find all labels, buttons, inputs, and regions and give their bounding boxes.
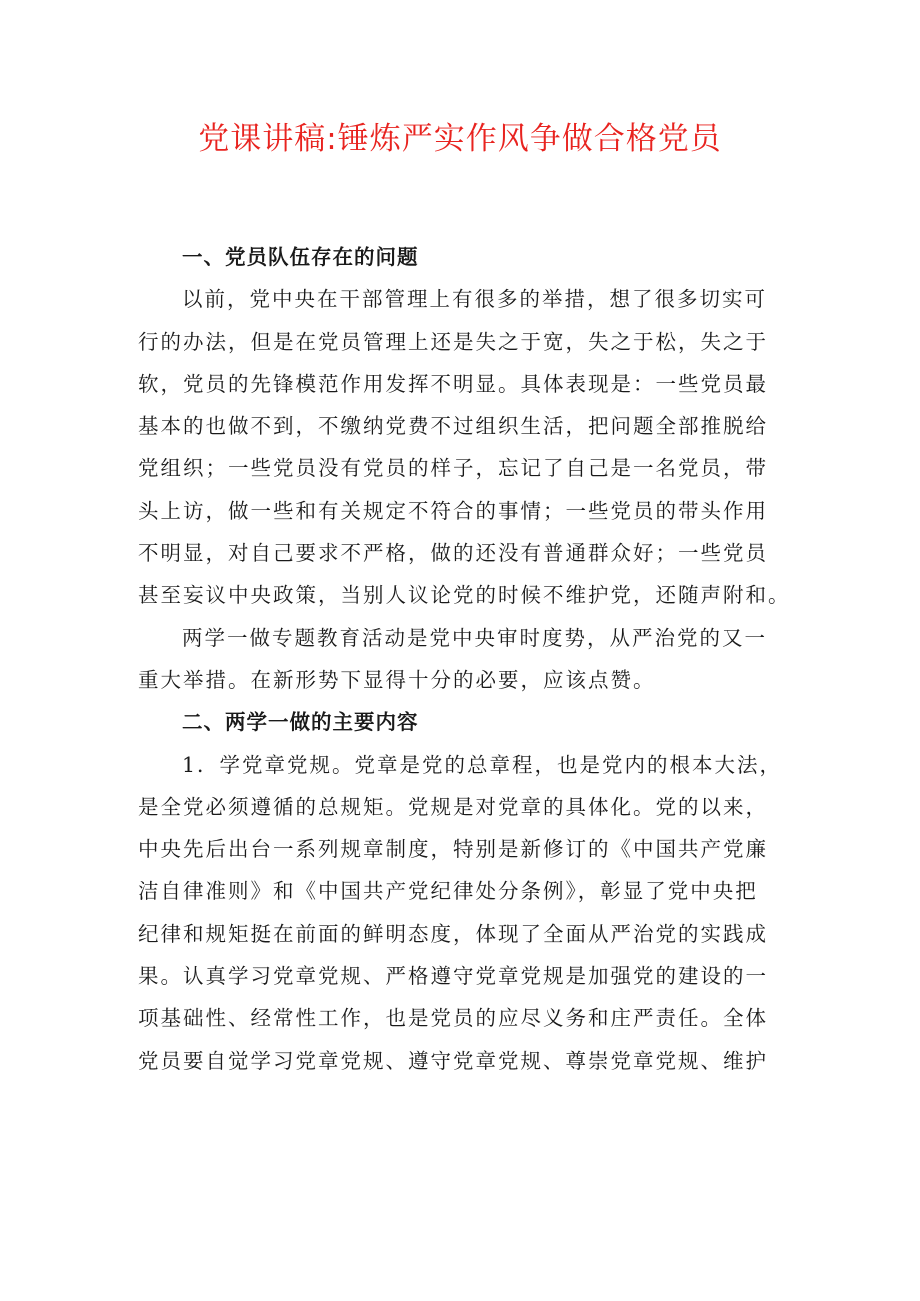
paragraph-line: 党组织；一些党员没有党员的样子，忘记了自己是一名党员，带 xyxy=(138,456,768,481)
paragraph-line: 不明显，对自己要求不严格，做的还没有普通群众好；一些党员 xyxy=(138,541,768,566)
paragraph-line: 党员要自觉学习党章党规、遵守党章党规、尊崇党章党规、维护 xyxy=(138,1048,768,1073)
paragraph-line: 头上访，做一些和有关规定不符合的事情；一些党员的带头作用 xyxy=(138,498,768,523)
paragraph-line: 以前，党中央在干部管理上有很多的举措，想了很多切实可 xyxy=(182,287,767,312)
paragraph-line: 1．学党章党规。党章是党的总章程，也是党内的根本大法， xyxy=(182,752,783,777)
document-title: 党课讲稿:锤炼严实作风争做合格党员 xyxy=(198,121,722,157)
paragraph-line: 中央先后出台一系列规章制度，特别是新修订的《中国共产党廉 xyxy=(138,837,768,862)
section xyxy=(138,701,788,1082)
paragraph-line: 甚至妄议中央政策，当别人议论党的时候不维护党，还随声附和。 xyxy=(138,583,791,608)
paragraph-line: 是全党必须遵循的总规矩。党规是对党章的具体化。党的以来， xyxy=(138,794,768,819)
paragraph-line: 果。认真学习党章党规、严格遵守党章党规是加强党的建设的一 xyxy=(138,964,768,989)
paragraph-line: 软，党员的先锋模范作用发挥不明显。具体表现是：一些党员最 xyxy=(138,371,768,396)
paragraph xyxy=(138,617,788,702)
section-heading: 二、两学一做的主要内容 xyxy=(182,710,419,735)
paragraph-line: 纪律和规矩挺在前面的鲜明态度，体现了全面从严治党的实践成 xyxy=(138,921,768,946)
paragraph xyxy=(138,278,791,616)
paragraph-line: 项基础性、经常性工作，也是党员的应尽义务和庄严责任。全体 xyxy=(138,1006,768,1031)
paragraph-line: 重大举措。在新形势下显得十分的必要，应该点赞。 xyxy=(138,667,656,692)
paragraph-line: 基本的也做不到，不缴纳党费不过组织生活，把问题全部推脱给 xyxy=(138,414,768,439)
paragraph-line: 两学一做专题教育活动是党中央审时度势，从严治党的又一 xyxy=(182,625,767,650)
section xyxy=(138,236,791,701)
document-body xyxy=(138,236,791,1082)
paragraph xyxy=(138,744,788,1082)
paragraph-line: 行的办法，但是在党员管理上还是失之于宽，失之于松，失之于 xyxy=(138,329,768,354)
paragraph-line: 洁自律准则》和《中国共产党纪律处分条例》，彰显了党中央把 xyxy=(138,879,758,904)
section-heading: 一、党员队伍存在的问题 xyxy=(182,245,419,269)
